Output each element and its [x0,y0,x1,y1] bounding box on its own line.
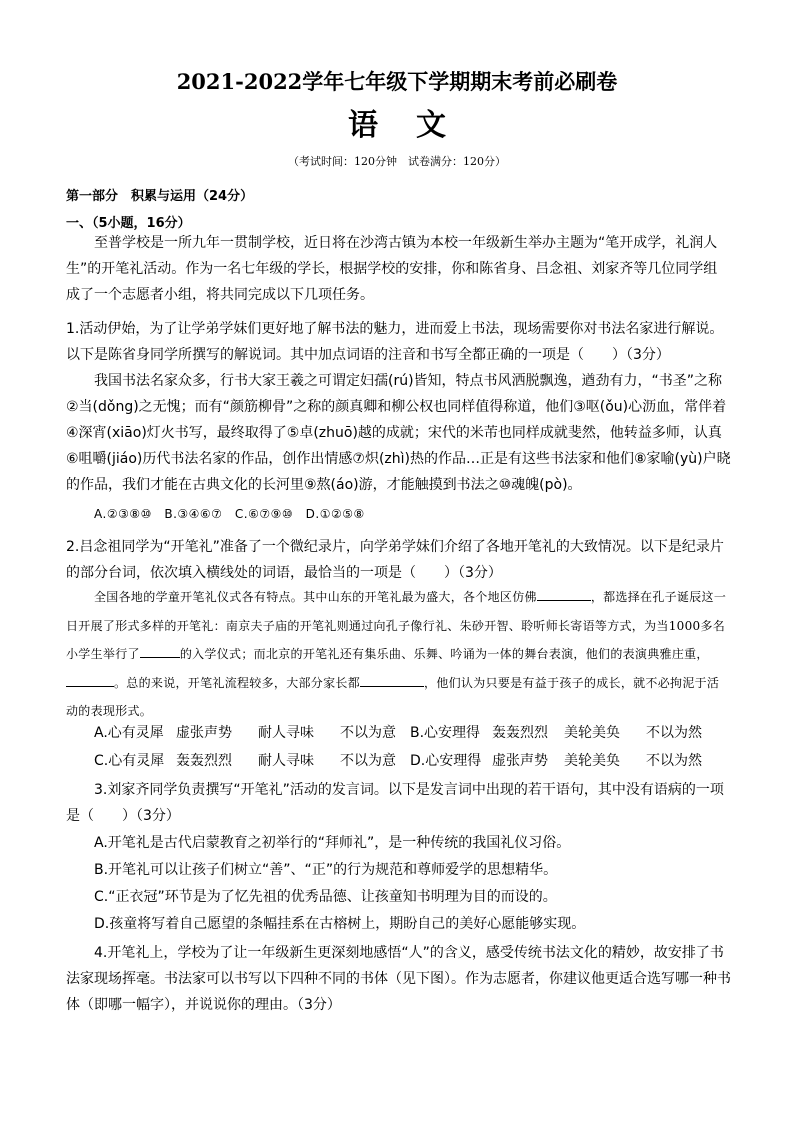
option-word: D.心安理得 [410,753,482,769]
question-3-option-a: A.开笔礼是古代启蒙教育之初举行的“拜师礼”，是一种传统的我国礼仪习俗。 [94,835,571,851]
part-heading: 第一部分 积累与运用（24分） [66,189,254,204]
fill-blank [66,674,114,687]
passage-segment: 的入学仪式；而北京的开笔礼还有集乐曲、乐舞、吟诵为一体的舞台表演，他们的表演典雅庄重， [179,647,709,661]
option-word: 耐人寻味 [258,725,314,741]
subject-title: 语文 [348,108,484,143]
question-2-stem: 2.吕念祖同学为“开笔礼”准备了一个微纪录片，向学弟学妹们介绍了各地开笔礼的大致情况。以下是纪录片的部分台词，依次填入横线处的词语，最恰当的一项是（ ）（3分） [66,539,724,581]
question-2-passage [66,583,731,726]
passage-segment: ，他们认为只要是有益于孩子的成长，就不必拘泥于活动的表现形式。 [66,675,720,718]
option-word: 轰轰烈烈 [176,753,232,769]
option-word: 不以为然 [646,753,702,769]
option-word: C.心有灵犀 [94,753,165,769]
question-2-options-row [94,750,410,770]
question-3-option-b: B.开笔礼可以让孩子们树立“善”、“正”的行为规范和尊师爱学的思想精华。 [94,862,558,878]
fill-blank [140,645,180,658]
passage-segment: ，都选择在孔子诞辰这一日开展了形式多样的开笔礼：南京夫子庙的开笔礼则通过向孔子像行礼、朱砂开智、聆听师长寄语等方式，为当1000多名小学生举行了 [66,590,727,661]
option-word: 美轮美奂 [564,753,620,769]
question-1-stem: 1.活动伊始，为了让学弟学妹们更好地了解书法的魅力，进而爱上书法，现场需要你对书法名家进行解说。以下是陈省身同学所撰写的解说词。其中加点词语的注音和书写全都正确的一项是（ ）（3分） [66,321,724,363]
question-2-options-row [410,722,706,742]
question-3-stem: 3.刘家齐同学负责撰写“开笔礼”活动的发言词。以下是发言词中出现的若干语句，其中没有语病的一项是（ ）（3分） [66,782,724,824]
option-word: 不以为意 [340,753,396,769]
section-heading: 一、（5小题，16分） [66,216,191,231]
option-word: 虚张声势 [176,725,232,741]
question-3-option-d: D.孩童将写着自己愿望的条幅挂系在古榕树上，期盼自己的美好心愿能够实现。 [94,916,586,932]
question-4-stem: 4.开笔礼上，学校为了让一年级新生更深刻地感悟“人”的含义，感受传统书法文化的精妙，故安排了书法家现场挥毫。书法家可以书写以下四种不同的书体（见下图）。作为志愿者，你建议他更适合选写哪一种书体（即哪一幅字），并说说你的理由。（3分） [66,945,731,1013]
option-word: 不以为然 [646,725,702,741]
question-1-passage: 我国书法名家众多，行书大家王羲之可谓定妇孺(rú)皆知，特点书风洒脱飘逸，遒劲有力，“书圣”之称②当(dǒng)之无愧；而有“颜筋柳骨”之称的颜真卿和柳公权也同样值得称道，他们③呕(ǒu)心沥血，常伴着④深宵(xiāo)灯火书写，最终取得了⑤卓(zhuō)越的成就；宋代的米芾也同样成就斐然，他转益多师，认真⑥咀嚼(jiáo)历代书法名家的作品，创作出情感⑦炽(zhì)热的作品…正是有这些书法家和他们⑧家喻(yù)户晓的作品，我们才能在古典文化的长河里⑨熬(áo)游，才能触摸到书法之⑩魂魄(pò)。 [66,373,731,493]
passage-segment: 。总的来说，开笔礼流程较多，大部分家长都 [114,675,361,690]
question-1-options: A.②③⑧⑩ B.③④⑥⑦ C.⑥⑦⑨⑩ D.①②⑤⑧ [94,507,365,521]
question-3-option-c: C.“正衣冠”环节是为了忆先祖的优秀品德、让孩童知书明理为目的而设的。 [94,889,557,905]
option-word: 虚张声势 [492,753,548,769]
question-2-options-row [94,722,410,742]
exam-title: 2021-2022学年七年级下学期期末考前必刷卷 [176,69,618,94]
exam-info: （考试时间：120分钟 试卷满分：120分） [288,155,506,168]
option-word: A.心有灵犀 [94,725,164,741]
option-word: 不以为意 [340,725,396,741]
fill-blank [537,588,591,601]
option-word: 美轮美奂 [564,725,620,741]
option-word: 轰轰烈烈 [492,725,548,741]
option-word: B.心安理得 [410,725,481,741]
fill-blank [360,674,424,687]
section-intro: 至普学校是一所九年一贯制学校，近日将在沙湾古镇为本校一年级新生举办主题为“笔开成学，礼润人生”的开笔礼活动。作为一名七年级的学长，根据学校的安排，你和陈省身、吕念祖、刘家齐等几位同学组成了一个志愿者小组，将共同完成以下几项任务。 [66,235,718,303]
option-word: 耐人寻味 [258,753,314,769]
passage-segment: 全国各地的学童开笔礼仪式各有特点。其中山东的开笔礼最为盛大，各个地区仿佛 [94,590,537,604]
question-2-options-row [410,750,706,770]
